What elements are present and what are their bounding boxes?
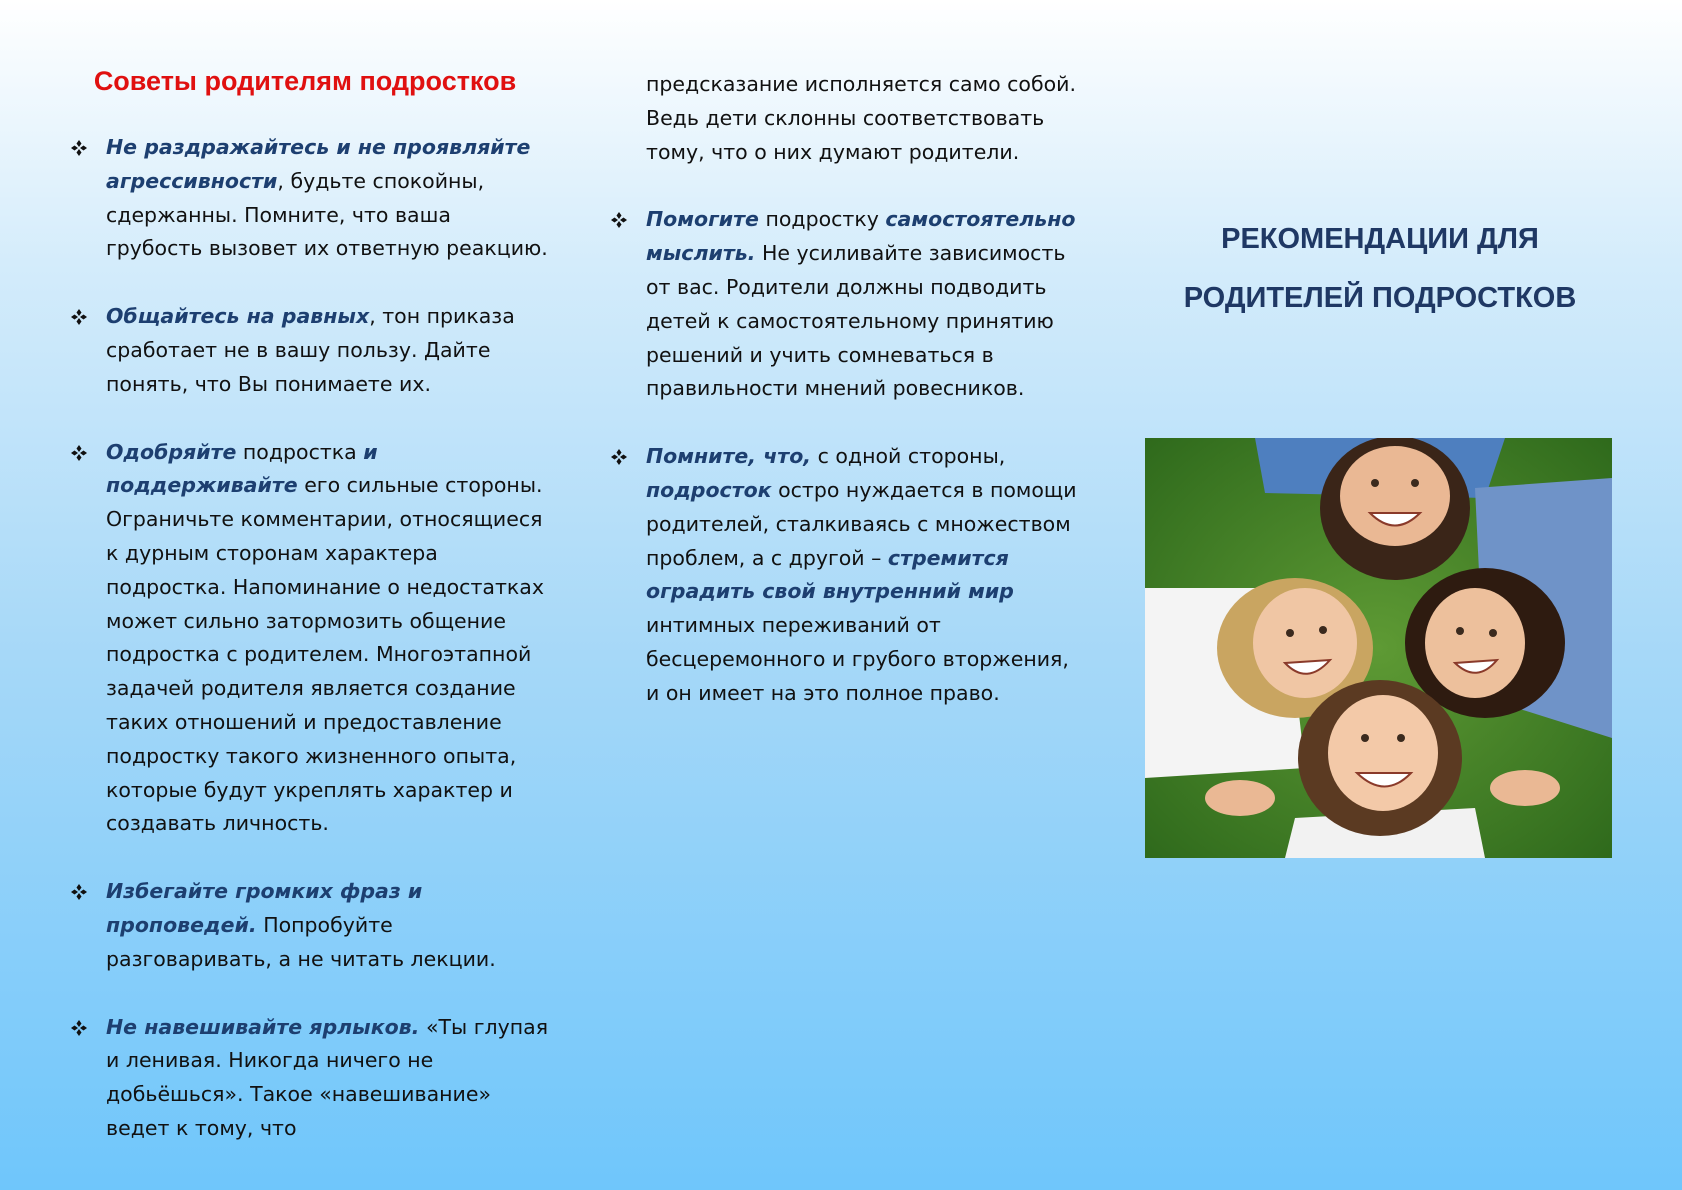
tip-text: Попробуйте разговаривать, а не читать лекции. (106, 912, 496, 971)
tip-emphasis: самостоятельно мыслить. (646, 207, 1076, 266)
tip-item (70, 875, 550, 976)
left-column (70, 66, 550, 1180)
diamond-bullet-icon (70, 1019, 88, 1037)
diamond-bullet-icon (70, 883, 88, 901)
tip-emphasis: стремится оградить свой внутренний мир (646, 545, 1014, 604)
tip-text: интимных переживаний от бесцеремонного и грубого вторжения, и он имеет на это полное право. (646, 613, 1069, 705)
right-column (1145, 210, 1615, 328)
tip-text: подростка (236, 439, 364, 464)
tip-emphasis: Общайтесь на равных (106, 304, 370, 329)
tip-item (70, 436, 550, 842)
tip-text: «Ты глупая и ленивая. Никогда ничего не добьёшься». Такое «навешивание» ведет к тому, что (106, 1014, 549, 1140)
tip-item (610, 203, 1080, 406)
page-title: Советы родителям подростков (93, 66, 517, 96)
tip-text: его сильные стороны. Ограничьте комментарии, относящиеся к дурным сторонам характера подростка. Напоминание о недостатках может сильно затормозить общение подростка с родителем. Многоэтапной задачей родителя является создание таких отношений и предоставление подростку такого жизненного опыта, которые будут укреплять характер и создавать личность. (106, 473, 544, 836)
tip-emphasis: Помните, что, (646, 444, 812, 469)
continuation-text: предсказание исполняется само собой. Ведь дети склонны соответствовать тому, что о них думают родители. (646, 72, 1076, 164)
brochure-heading (1145, 210, 1615, 328)
tip-text: остро нуждается в помощи родителей, сталкиваясь с множеством проблем, а с другой – (646, 477, 1077, 570)
tip-text: с одной стороны, (811, 444, 1006, 469)
tip-text: , будьте спокойны, сдержанны. Помните, что ваша грубость вызовет их ответную реакцию. (106, 168, 548, 261)
tip-emphasis: Одобряйте (106, 439, 237, 464)
tip-item (70, 300, 550, 401)
teenagers-photo-icon (1145, 438, 1612, 858)
middle-column (610, 68, 1080, 745)
diamond-bullet-icon (610, 211, 628, 229)
tip-emphasis: подросток (646, 477, 772, 502)
tip-emphasis: Не навешивайте ярлыков. (106, 1014, 420, 1039)
diamond-bullet-icon (70, 139, 88, 157)
heading-line: РОДИТЕЛЕЙ ПОДРОСТКОВ (1183, 282, 1577, 314)
heading-line: РЕКОМЕНДАЦИИ ДЛЯ (1221, 223, 1539, 255)
tip-item (70, 131, 550, 266)
tip-text: Не усиливайте зависимость от вас. Родители должны подводить детей к самостоятельному принятию решений и учить сомневаться в правильности мнений ровесников. (646, 241, 1066, 401)
tip-emphasis: Избегайте громких фраз и проповедей. (106, 879, 423, 937)
tip-item (610, 440, 1080, 710)
tip-emphasis: и поддерживайте (106, 439, 378, 498)
tip-item (70, 1011, 550, 1146)
tip-text: подростку (758, 207, 886, 232)
tip-emphasis: Помогите (646, 207, 759, 232)
teenagers-photo (1145, 438, 1612, 858)
tip-text: , тон приказа сработает не в вашу пользу. Дайте понять, что Вы понимаете их. (106, 304, 515, 396)
diamond-bullet-icon (70, 308, 88, 326)
tip-emphasis: Не раздражайтесь и не проявляйте агрессивности (106, 135, 531, 193)
diamond-bullet-icon (610, 448, 628, 466)
diamond-bullet-icon (70, 444, 88, 462)
